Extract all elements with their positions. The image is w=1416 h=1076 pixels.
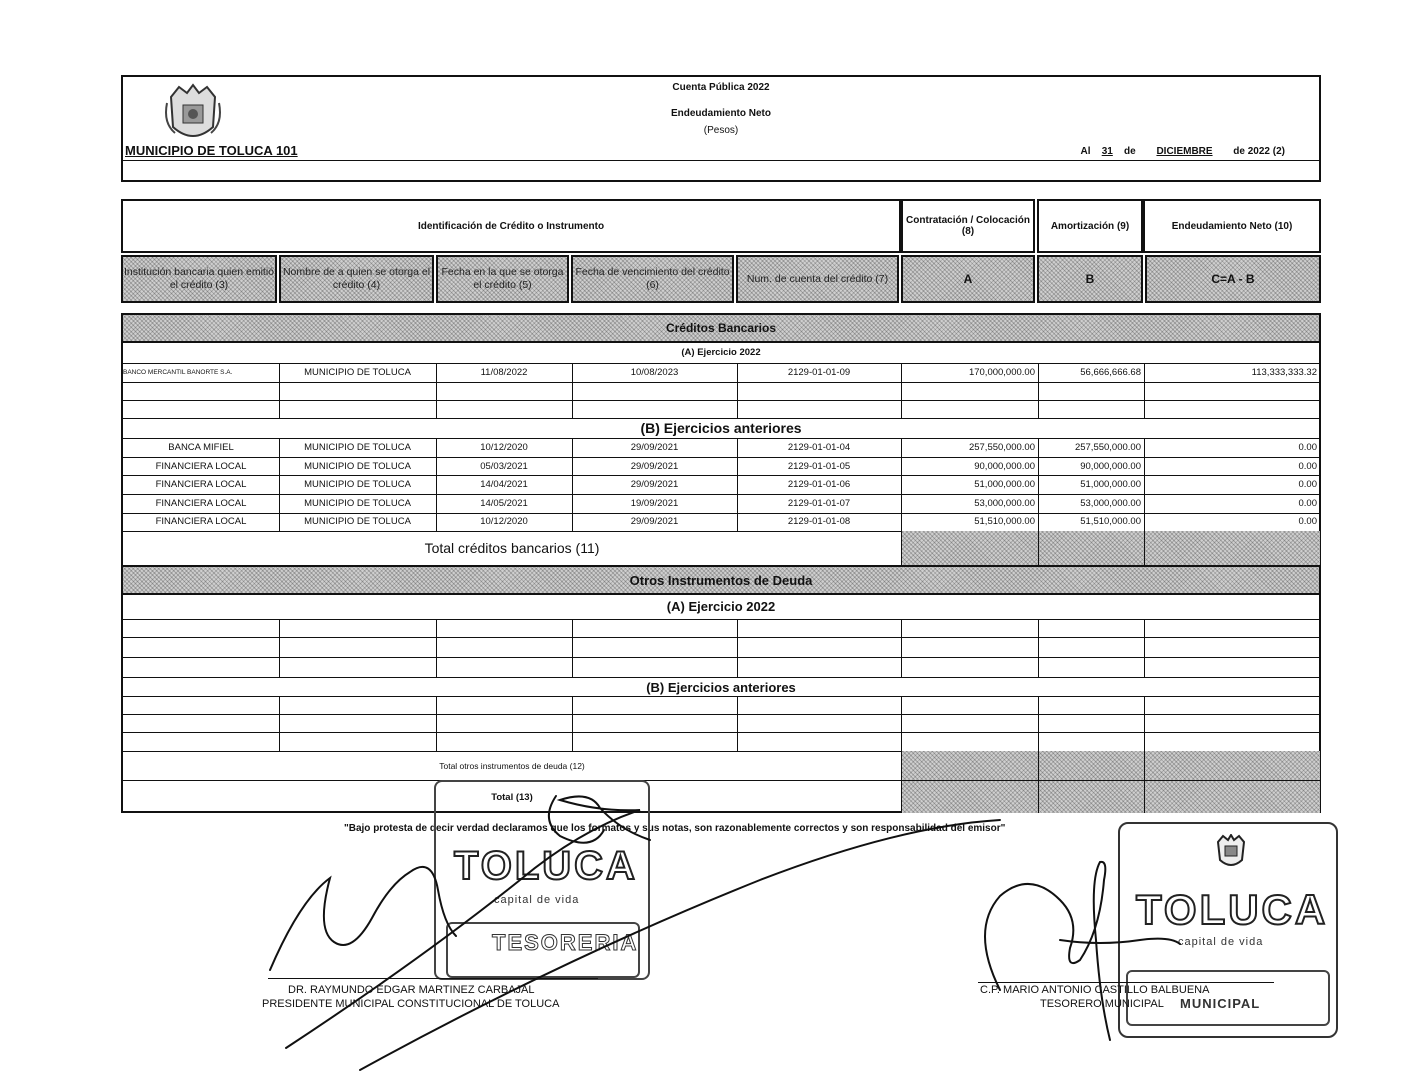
header-fecha-otorga: Fecha en la que se otorga el crédito (5) xyxy=(436,255,569,303)
total-general-label: Total (13) xyxy=(491,791,533,803)
cell-fecha-vencimiento: 29/09/2021 xyxy=(630,460,679,472)
table-row xyxy=(123,513,1319,531)
creditos-ejercicios-anteriores: (B) Ejercicios anteriores xyxy=(640,420,802,436)
cell-neto: 0.00 xyxy=(1298,497,1317,509)
date-day: 31 xyxy=(1101,146,1113,157)
stamp-left-tesoreria: TESORERIA xyxy=(492,930,639,955)
report-header xyxy=(121,75,1321,182)
cell-institucion: FINANCIERA LOCAL xyxy=(155,460,247,472)
cell-amortizacion: 90,000,000.00 xyxy=(1080,460,1141,472)
entity-name: MUNICIPIO DE TOLUCA 101 xyxy=(125,143,298,158)
cell-amortizacion: 51,510,000.00 xyxy=(1080,516,1141,527)
header-amortizacion: Amortización (9) xyxy=(1037,199,1143,253)
cell-contratacion: 51,510,000.00 xyxy=(974,516,1035,527)
signer-right-name: C.P. MARIO ANTONIO CASTILLO BALBUENA xyxy=(980,984,1210,996)
cell-cuenta: 2129-01-01-04 xyxy=(787,442,851,453)
header-col-ab: C=A - B xyxy=(1145,255,1321,303)
cell-cuenta: 2129-01-01-06 xyxy=(787,479,851,490)
cell-nombre: MUNICIPIO DE TOLUCA xyxy=(304,497,411,509)
cell-amortizacion: 257,550,000.00 xyxy=(1074,442,1141,453)
tesoreria-stamp-box xyxy=(446,922,640,978)
cell-nombre: MUNICIPIO DE TOLUCA xyxy=(304,516,411,527)
cell-cuenta: 2129-01-01-07 xyxy=(787,497,851,509)
stamp-right-brand: TOLUCA xyxy=(1136,886,1329,933)
cell-neto: 0.00 xyxy=(1298,442,1317,453)
stamp-left-brand: TOLUCA xyxy=(454,844,638,888)
cell-contratacion: 90,000,000.00 xyxy=(974,460,1035,472)
table-row xyxy=(123,458,1319,476)
stamp-right-municipal: MUNICIPAL xyxy=(1180,996,1261,1011)
signer-right-title: TESORERO MUNICIPAL xyxy=(1040,998,1164,1010)
cell-fecha-otorga: 14/05/2021 xyxy=(480,497,528,509)
cell-neto: 0.00 xyxy=(1298,516,1317,527)
cell-fecha-otorga: 10/12/2020 xyxy=(480,442,528,453)
total-creditos-label: Total créditos bancarios (11) xyxy=(424,540,600,556)
cell-fecha-vencimiento: 29/09/2021 xyxy=(630,479,679,490)
cell-fecha-vencimiento: 29/09/2021 xyxy=(630,442,679,453)
coat-of-arms-small-icon xyxy=(1214,834,1248,870)
report-title: Cuenta Pública 2022 xyxy=(672,82,770,93)
debt-table xyxy=(121,313,1321,813)
cell-institucion: BANCA MIFIEL xyxy=(168,442,234,453)
table-row xyxy=(123,476,1319,494)
otros-ejercicios-anteriores: (B) Ejercicios anteriores xyxy=(646,679,796,695)
cell-contratacion: 51,000,000.00 xyxy=(974,479,1035,490)
cell-nombre: MUNICIPIO DE TOLUCA xyxy=(304,367,411,378)
cell-fecha-vencimiento: 19/09/2021 xyxy=(630,497,679,509)
cell-fecha-otorga: 05/03/2021 xyxy=(480,460,528,472)
header-num-cuenta: Num. de cuenta del crédito (7) xyxy=(736,255,899,303)
cell-nombre: MUNICIPIO DE TOLUCA xyxy=(304,442,411,453)
total-creditos-values xyxy=(901,531,1320,565)
cell-neto: 0.00 xyxy=(1298,460,1317,472)
report-subtitle: Endeudamiento Neto xyxy=(670,108,771,119)
total-otros-label: Total otros instrumentos de deuda (12) xyxy=(439,760,585,771)
cell-fecha-otorga: 10/12/2020 xyxy=(480,516,528,527)
signature-left-stroke xyxy=(270,867,456,970)
date-de: de xyxy=(1124,146,1136,157)
report-date xyxy=(1080,146,1285,157)
table-row xyxy=(123,495,1319,513)
report-units: (Pesos) xyxy=(703,125,739,136)
total-otros-values xyxy=(901,751,1320,780)
stamp-left-motto: capital de vida xyxy=(494,894,580,906)
toluca-stamp-left xyxy=(434,780,650,980)
cell-nombre: MUNICIPIO DE TOLUCA xyxy=(304,460,411,472)
cell-cuenta: 2129-01-01-05 xyxy=(787,460,851,472)
cell-amortizacion: 53,000,000.00 xyxy=(1080,497,1141,509)
header-identificacion: Identificación de Crédito o Instrumento xyxy=(121,199,901,253)
signer-left-title: PRESIDENTE MUNICIPAL CONSTITUCIONAL DE TOLUCA xyxy=(262,998,560,1010)
table-row xyxy=(123,364,1319,382)
header-col-b: B xyxy=(1037,255,1143,303)
header-fecha-vencimiento: Fecha de vencimiento del crédito (6) xyxy=(571,255,734,303)
header-institucion: Institución bancaria quien emitió el crédito (3) xyxy=(121,255,277,303)
header-endeudamiento: Endeudamiento Neto (10) xyxy=(1143,199,1321,253)
cell-contratacion: 257,550,000.00 xyxy=(968,442,1035,453)
date-note: (2) xyxy=(1272,146,1285,157)
cell-amortizacion: 56,666,666.68 xyxy=(1080,367,1141,378)
cell-fecha-vencimiento: 10/08/2023 xyxy=(630,367,679,378)
cell-neto: 0.00 xyxy=(1298,479,1317,490)
cell-contratacion: 170,000,000.00 xyxy=(968,367,1035,378)
section-otros-title: Otros Instrumentos de Deuda xyxy=(123,567,1319,593)
signer-left-name: DR. RAYMUNDO EDGAR MARTINEZ CARBAJAL xyxy=(288,984,535,996)
cell-fecha-otorga: 14/04/2021 xyxy=(480,479,528,490)
section-creditos-title: Créditos Bancarios xyxy=(123,315,1319,341)
signature-right-stroke xyxy=(985,862,1110,1040)
header-col-a: A xyxy=(901,255,1035,303)
signature-line-left xyxy=(268,978,598,979)
cell-contratacion: 53,000,000.00 xyxy=(974,497,1035,509)
cell-cuenta: 2129-01-01-09 xyxy=(787,367,851,378)
cell-neto: 113,333,333.32 xyxy=(1251,367,1317,378)
cell-nombre: MUNICIPIO DE TOLUCA xyxy=(304,479,411,490)
date-year: de 2022 xyxy=(1233,146,1270,157)
stamp-right-motto: capital de vida xyxy=(1178,936,1264,948)
cell-institucion: BANCO MERCANTIL BANORTE S.A. xyxy=(123,369,233,376)
cell-institucion: FINANCIERA LOCAL xyxy=(155,497,247,509)
cell-institucion: FINANCIERA LOCAL xyxy=(155,516,247,527)
cell-fecha-otorga: 11/08/2022 xyxy=(480,367,528,378)
header-contratacion: Contratación / Colocación (8) xyxy=(901,199,1035,253)
total-general-values xyxy=(901,781,1320,813)
date-prefix: Al xyxy=(1080,146,1091,157)
table-row xyxy=(123,439,1319,457)
creditos-ejercicio-actual: (A) Ejercicio 2022 xyxy=(681,346,761,358)
cell-institucion: FINANCIERA LOCAL xyxy=(155,479,247,490)
cell-amortizacion: 51,000,000.00 xyxy=(1080,479,1141,490)
disclaimer-text: "Bajo protesta de decir verdad declaramos que los formatos y sus notas, son razonablemente correctos y son responsabilidad del emisor" xyxy=(344,823,1006,834)
header-divider xyxy=(123,160,1319,161)
date-month: DICIEMBRE xyxy=(1156,146,1213,157)
header-nombre: Nombre de a quien se otorga el crédito (4) xyxy=(279,255,434,303)
cell-fecha-vencimiento: 29/09/2021 xyxy=(630,516,679,527)
otros-ejercicio-actual: (A) Ejercicio 2022 xyxy=(666,598,776,614)
cell-cuenta: 2129-01-01-08 xyxy=(787,516,851,527)
